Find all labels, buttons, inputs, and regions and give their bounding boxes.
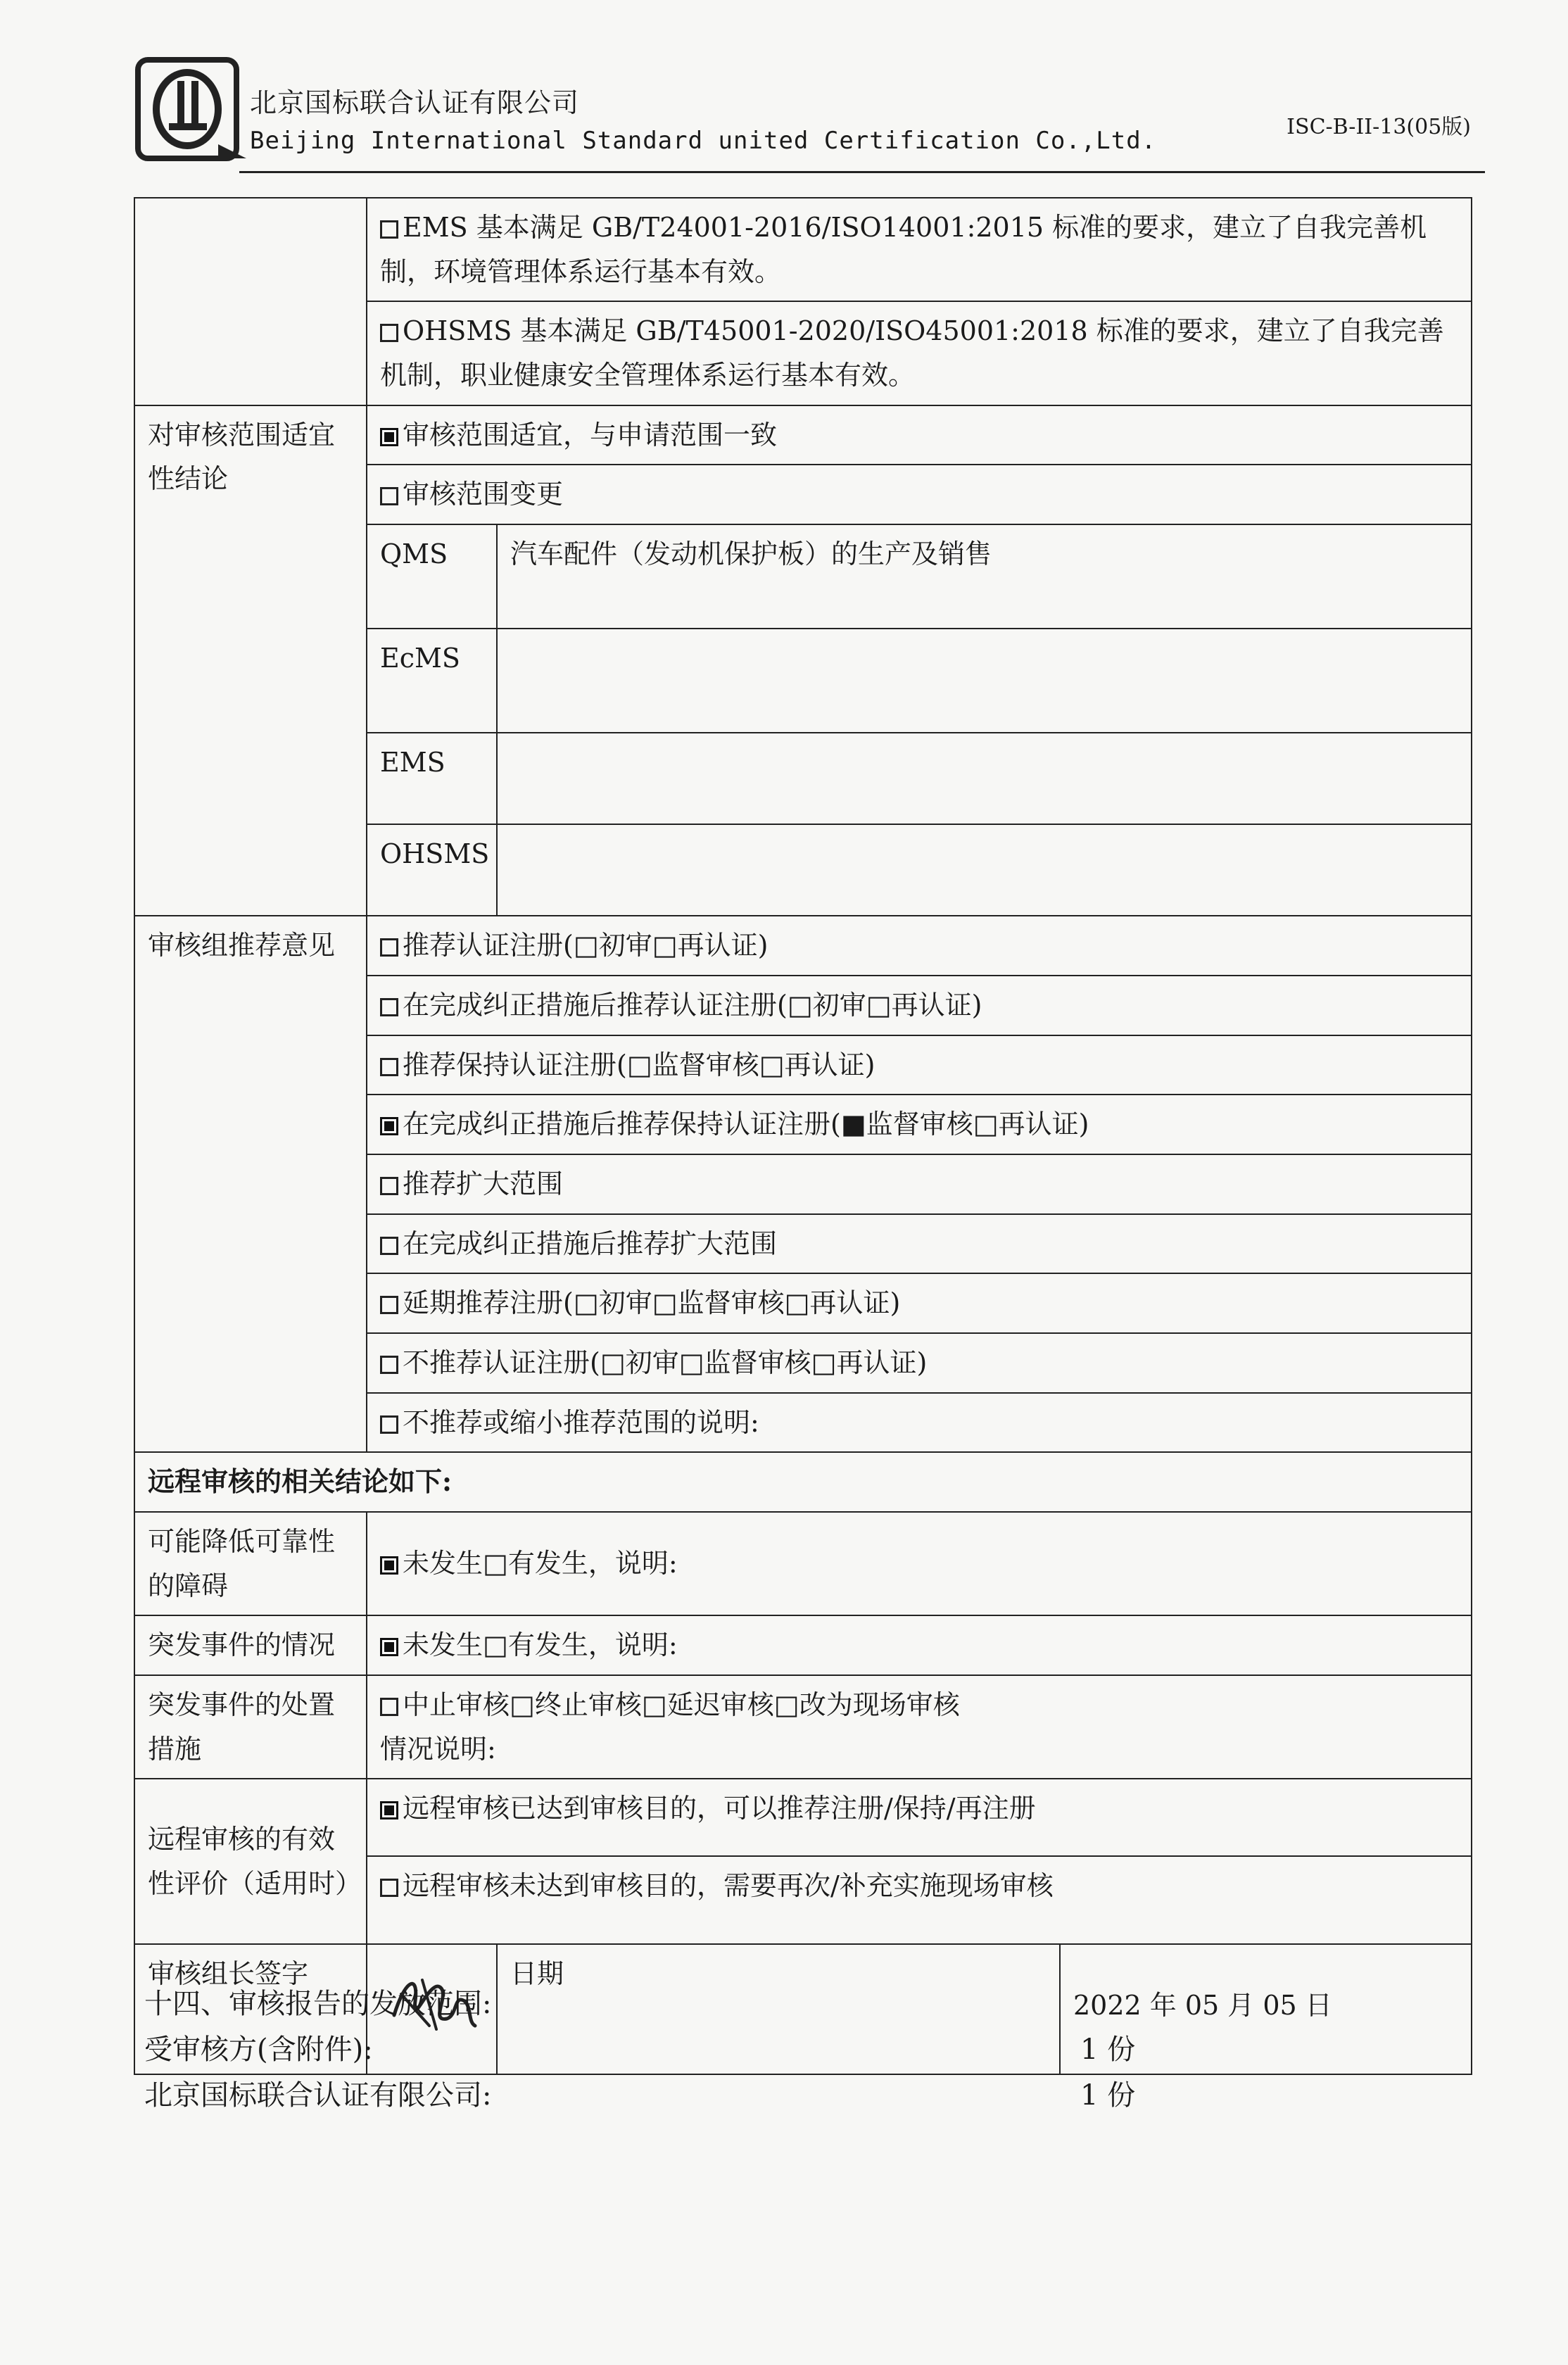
recommend-item-text: 不推荐或缩小推荐范围的说明: [403, 1406, 759, 1438]
recommend-item [367, 916, 1472, 976]
recommend-checkbox[interactable] [380, 1058, 398, 1076]
effect-no-cell [367, 1856, 1472, 1944]
obstacle-checkbox[interactable] [380, 1556, 398, 1575]
scope-code-ems: EMS [367, 733, 497, 824]
distribution-qty: 1 份 [1080, 2079, 1136, 2112]
obstacle-cell [367, 1512, 1472, 1615]
recommend-item [367, 1273, 1472, 1333]
recommend-checkbox[interactable] [380, 1117, 398, 1135]
scope-suitable-text: 审核范围适宜，与申请范围一致 [403, 419, 778, 450]
effect-yes-text: 远程审核已达到审核目的，可以推荐注册/保持/再注册 [403, 1793, 1036, 1824]
recommend-item-text: 在完成纠正措施后推荐认证注册(□初审□再认证) [403, 989, 982, 1021]
recommend-checkbox[interactable] [380, 998, 398, 1016]
recommend-item [367, 1095, 1472, 1154]
effect-no-text: 远程审核未达到审核目的，需要再次/补充实施现场审核 [403, 1870, 1054, 1902]
incident-checkbox[interactable] [380, 1638, 398, 1656]
company-name-cn: 北京国标联合认证有限公司 [250, 87, 580, 118]
recommend-item-text: 不推荐认证注册(□初审□监督审核□再认证) [403, 1347, 928, 1378]
ohsms-conclusion-cell [367, 301, 1472, 405]
ohsms-checkbox[interactable] [380, 324, 398, 342]
effect-no-checkbox[interactable] [380, 1879, 398, 1897]
distribution-title: 十四、审核报告的发放范围: [144, 1988, 492, 2020]
remote-heading-row [134, 1452, 1472, 1512]
measures-label: 突发事件的处置措施 [134, 1675, 367, 1779]
recommend-item [367, 976, 1472, 1035]
recommend-item [367, 1035, 1472, 1095]
recommend-checkbox[interactable] [380, 1177, 398, 1195]
obstacle-value: 未发生□有发生，说明: [403, 1548, 678, 1579]
obstacle-label: 可能降低可靠性的障碍 [134, 1512, 367, 1615]
scope-value-qms: 汽车配件（发动机保护板）的生产及销售 [497, 524, 1472, 629]
remote-heading: 远程审核的相关结论如下: [134, 1452, 1472, 1512]
scope-change-text: 审核范围变更 [403, 479, 564, 510]
incident-cell [367, 1615, 1472, 1675]
distribution-qty: 1 份 [1080, 2033, 1136, 2066]
scope-suitable-cell [367, 405, 1472, 465]
remote-incident-row [134, 1615, 1472, 1675]
scope-code-qms: QMS [367, 524, 497, 629]
ems-checkbox[interactable] [380, 220, 398, 239]
distribution-row [144, 2027, 1200, 2073]
scope-suitable-checkbox[interactable] [380, 428, 398, 446]
audit-conclusion-table [134, 197, 1472, 2075]
conclusion-label-cell [134, 198, 367, 405]
document-header [134, 53, 1471, 176]
scope-value-ems [497, 733, 1472, 824]
scope-label: 对审核范围适宜性结论 [134, 405, 367, 916]
scope-code-ohsms: OHSMS [367, 824, 497, 916]
recommend-item-text: 在完成纠正措施后推荐扩大范围 [403, 1228, 778, 1259]
company-name-en: Beijing International Standard united Certification Co.,Ltd. [250, 127, 1157, 155]
recommend-item-text: 推荐保持认证注册(□监督审核□再认证) [403, 1049, 875, 1080]
recommend-item-text: 在完成纠正措施后推荐保持认证注册(■监督审核□再认证) [403, 1109, 1089, 1140]
remote-measures-row [134, 1675, 1472, 1779]
effect-label: 远程审核的有效性评价（适用时） [134, 1779, 367, 1944]
recommend-checkbox[interactable] [380, 1237, 398, 1255]
effect-yes-cell [367, 1779, 1472, 1856]
scope-value-ohsms [497, 824, 1472, 916]
measures-cell [367, 1675, 1472, 1779]
remote-effect-yes-row [134, 1779, 1472, 1856]
ems-conclusion-cell [367, 198, 1472, 301]
recommend-item [367, 1333, 1472, 1393]
distribution-row [144, 2073, 1200, 2119]
incident-label: 突发事件的情况 [134, 1615, 367, 1675]
recommend-checkbox[interactable] [380, 1296, 398, 1314]
recommend-checkbox[interactable] [380, 938, 398, 957]
date-label: 日期 [497, 1944, 1060, 2074]
header-divider [239, 171, 1485, 173]
scope-suitable-row [134, 405, 1472, 465]
incident-value: 未发生□有发生，说明: [403, 1629, 678, 1661]
recommend-row-0 [134, 916, 1472, 976]
scope-change-checkbox[interactable] [380, 487, 398, 505]
recommend-item-text: 延期推荐注册(□初审□监督审核□再认证) [403, 1287, 901, 1319]
measures-note: 情况说明: [380, 1733, 496, 1765]
distribution-section [144, 1981, 1200, 2119]
document-code: ISC-B-II-13(05版) [1286, 115, 1471, 139]
recommend-item [367, 1214, 1472, 1274]
ems-conclusion-text: EMS 基本满足 GB/T24001-2016/ISO14001:2015 标准的要求，建立了自我完善机制，环境管理体系运行基本有效。 [380, 212, 1427, 287]
distribution-party: 北京国标联合认证有限公司: [144, 2079, 492, 2112]
recommend-checkbox[interactable] [380, 1415, 398, 1434]
recommend-label: 审核组推荐意见 [134, 916, 367, 1452]
date-value: 2022 年 05 月 05 日 [1060, 1944, 1472, 2074]
scope-value-ecms [497, 629, 1472, 733]
ohsms-conclusion-text: OHSMS 基本满足 GB/T45001-2020/ISO45001:2018 标准的要求，建立了自我完善机制，职业健康安全管理体系运行基本有效。 [380, 315, 1444, 391]
recommend-item-text: 推荐认证注册(□初审□再认证) [403, 930, 769, 961]
recommend-item-text: 推荐扩大范围 [403, 1168, 564, 1199]
signature-label: 审核组长签字 [134, 1944, 367, 2074]
measures-value: 中止审核□终止审核□延迟审核□改为现场审核 [403, 1689, 960, 1721]
recommend-checkbox[interactable] [380, 1356, 398, 1374]
effect-yes-checkbox[interactable] [380, 1801, 398, 1820]
remote-obstacle-row [134, 1512, 1472, 1615]
ems-conclusion-row [134, 198, 1472, 301]
certification-logo-icon [134, 53, 246, 165]
scope-change-cell [367, 465, 1472, 524]
recommend-item [367, 1393, 1472, 1453]
recommend-item [367, 1154, 1472, 1214]
distribution-party: 受审核方(含附件): [144, 2033, 373, 2066]
scope-code-ecms: EcMS [367, 629, 497, 733]
measures-checkbox[interactable] [380, 1698, 398, 1716]
